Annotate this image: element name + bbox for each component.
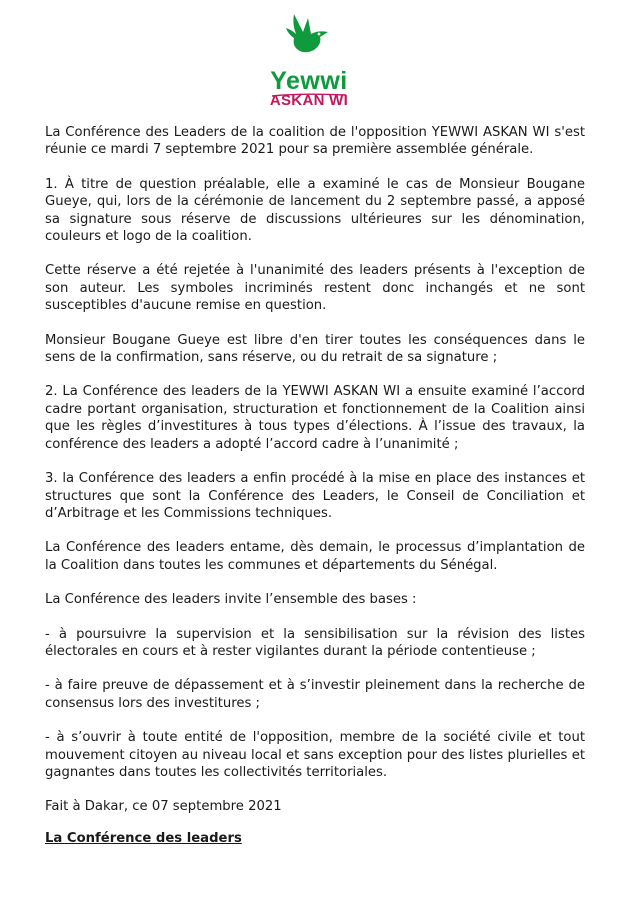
date-line: Fait à Dakar, ce 07 septembre 2021: [45, 799, 282, 815]
reservation-paragraph: Cette réserve a été rejetée à l'unanimité des leaders présents à l'exception de son auteur. Les symboles incriminés restent donc inchangés et ne sont susceptibles d'aucune remise en question.: [45, 263, 585, 314]
bullet-item: - à s’ouvrir à toute entité de l'opposition, membre de la société civile et tout mouvement citoyen au niveau local et sans exception pour des listes plurielles et gagnantes dans toutes les collectivités territoriales.: [45, 730, 585, 780]
point-1-paragraph: 1. À titre de question préalable, elle a examiné le cas de Monsieur Bougane Gueye, qui, lors de la cérémonie de lancement du 2 septembre passé, a apposé sa signature sous réserve de discussions ultérieures sur les dénomination, couleurs et logo de la coalition.: [45, 176, 585, 245]
bullet-item: - à poursuivre la supervision et la sensibilisation sur la révision des listes électorales en cours et à rester vigilantes durant la période contentieuse ;: [45, 626, 585, 659]
document-body: [45, 124, 585, 847]
bougane-paragraph: Monsieur Bougane Gueye est libre d'en tirer toutes les conséquences dans le sens de la confirmation, sans réserve, ou du retrait de sa signature ;: [45, 332, 585, 366]
bullet-item: - à faire preuve de dépassement et à s’investir pleinement dans la recherche de consensus lors des investitures ;: [45, 678, 585, 711]
signature: La Conférence des leaders: [45, 830, 242, 846]
logo-word-yewwi: Yewwi: [270, 67, 348, 95]
point-2-paragraph: 2. La Conférence des leaders de la YEWWI ASKAN WI a ensuite examiné l’accord cadre portant organisation, structuration et fonctionnement de la Coalition ainsi que les règles d’investitures à tous types d’élections. À l’issue des travaux, la conférence des leaders a adopté l’accord cadre à l’unanimité ;: [45, 384, 585, 452]
coalition-logo: [0, 10, 618, 110]
implantation-paragraph: La Conférence des leaders entame, dès demain, le processus d’implantation de la Coalition dans toutes les communes et départements du Sénégal.: [45, 540, 585, 573]
point-3-paragraph: 3. la Conférence des leaders a enfin procédé à la mise en place des instances et structures que sont la Conférence des Leaders, le Conseil de Conciliation et d’Arbitrage et les Commissions techniques.: [45, 471, 585, 521]
invitation-paragraph: La Conférence des leaders invite l’ensemble des bases :: [45, 592, 417, 608]
logo-word-askan-wi: ASKAN WI: [269, 92, 349, 109]
intro-paragraph: La Conférence des Leaders de la coalition de l'opposition YEWWI ASKAN WI s'est réunie ce mardi 7 septembre 2021 pour sa première assemblée générale.: [45, 125, 585, 158]
dove-icon: [274, 10, 344, 60]
